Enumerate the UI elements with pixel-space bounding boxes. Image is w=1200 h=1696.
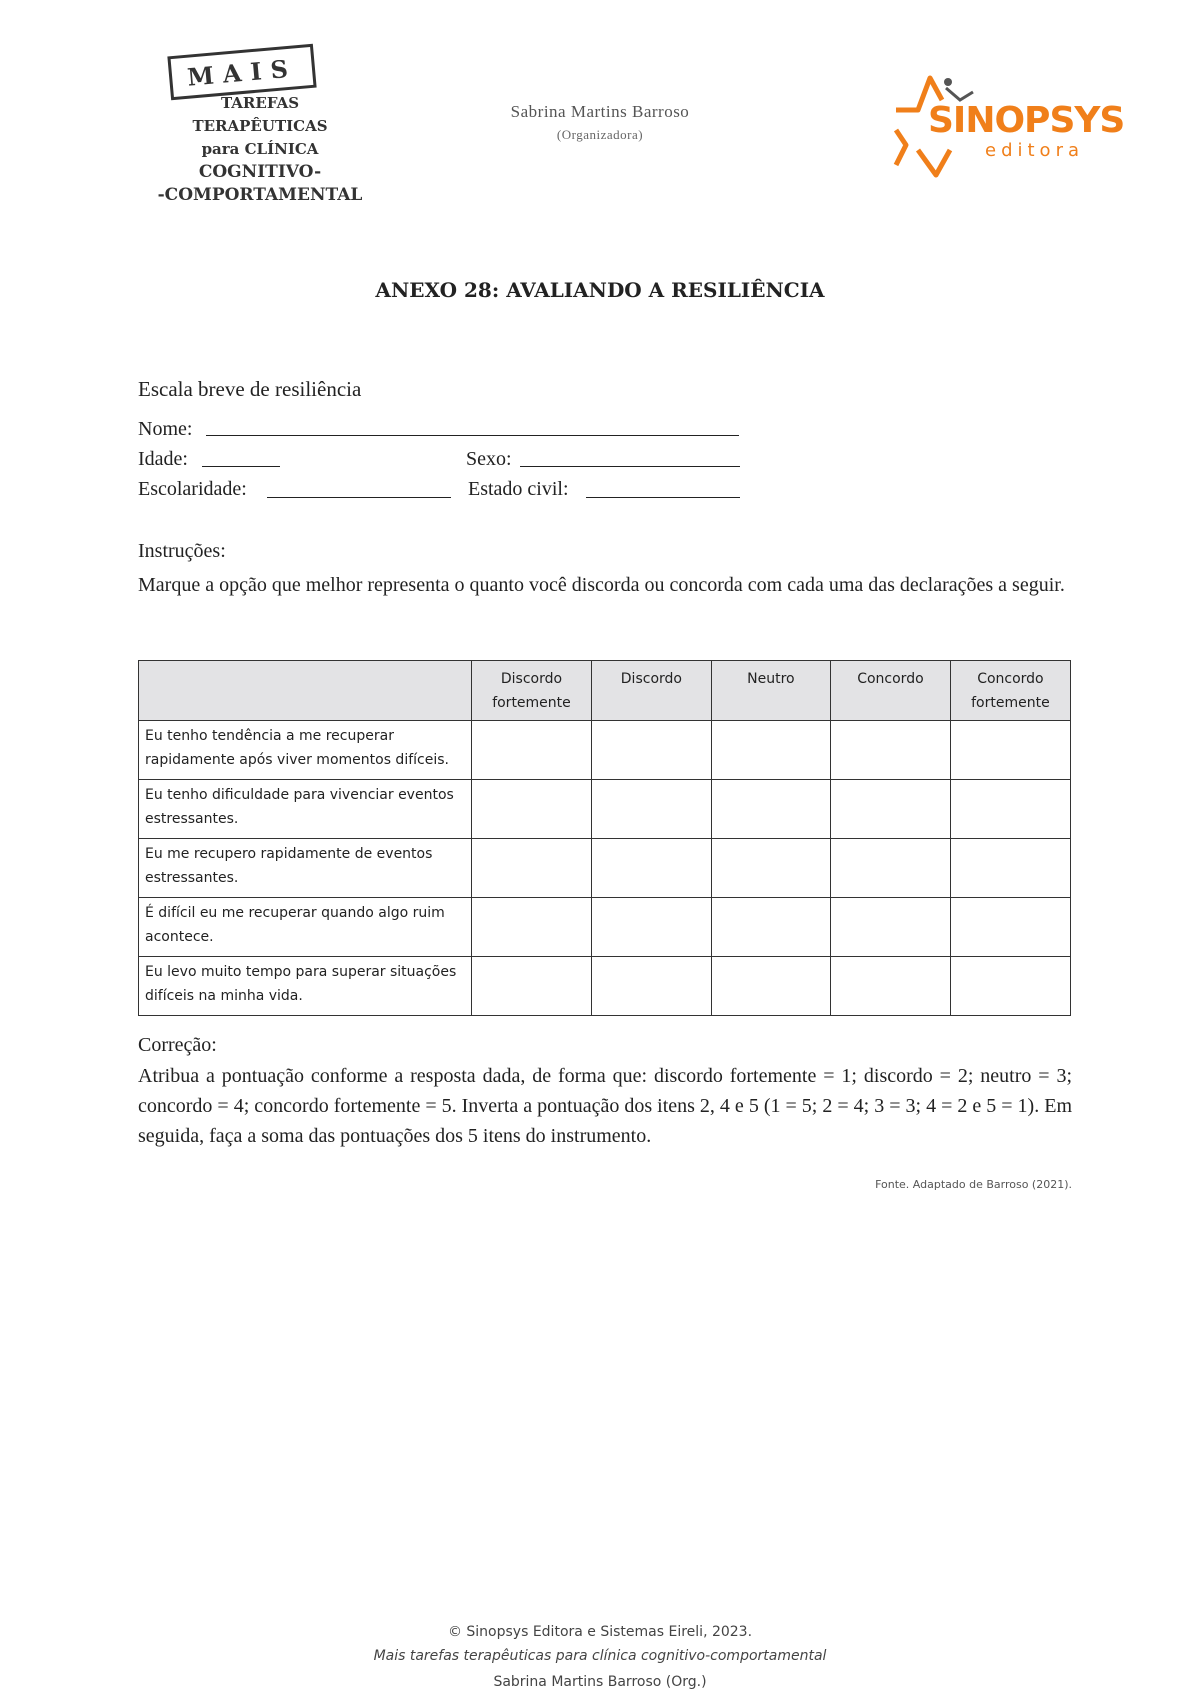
sinopsys-name: SINOPSYS <box>928 100 1125 141</box>
logo-line-4: COGNITIVO- <box>198 162 322 182</box>
correction-text: Atribua a pontuação conforme a resposta dada, de forma que: discordo fortemente = 1; discordo = 2; neutro = 3; concordo = 4; concordo fortemente = 5. Inverta a pontuação dos itens 2, 4 e 5 (1 = 5; 2 = 4; 3 = 3; 4 = 2 e 5 = 1). Em seguida, faça a soma das pontuações dos 5 itens do instrumento. <box>138 1065 1072 1147</box>
table-row <box>139 957 1071 1016</box>
nome-field[interactable] <box>206 435 739 436</box>
response-cell[interactable] <box>711 957 830 1016</box>
estado-civil-field[interactable] <box>586 497 740 498</box>
response-cell[interactable] <box>950 721 1070 780</box>
header-discordo: Discordo <box>592 661 712 721</box>
item-text: Eu levo muito tempo para superar situações difíceis na minha vida. <box>139 957 472 1016</box>
response-cell[interactable] <box>831 780 951 839</box>
escolaridade-field[interactable] <box>267 497 451 498</box>
page-title: ANEXO 28: AVALIANDO A RESILIÊNCIA <box>375 278 825 302</box>
mais-logo-box: MAIS <box>167 44 316 101</box>
table-row <box>139 898 1071 957</box>
response-cell[interactable] <box>471 957 591 1016</box>
logo-line-1: TAREFAS <box>220 94 300 112</box>
footer-author: Sabrina Martins Barroso (Org.) <box>493 1674 707 1690</box>
section-title: Escala breve de resiliência <box>138 377 362 401</box>
logo-line-3: para CLÍNICA <box>201 140 319 158</box>
item-text: Eu me recupero rapidamente de eventos estressantes. <box>139 839 472 898</box>
source-note: Fonte. Adaptado de Barroso (2021). <box>875 1178 1072 1191</box>
header-concordo: Concordo <box>831 661 951 721</box>
instructions-title: Instruções: <box>138 540 226 562</box>
header-concordo-fortemente: Concordo fortemente <box>950 661 1070 721</box>
response-cell[interactable] <box>471 839 591 898</box>
response-cell[interactable] <box>592 780 712 839</box>
table-row <box>139 721 1071 780</box>
response-cell[interactable] <box>831 957 951 1016</box>
correction-title: Correção: <box>138 1034 217 1056</box>
response-cell[interactable] <box>831 839 951 898</box>
item-text: Eu tenho tendência a me recuperar rapidamente após viver momentos difíceis. <box>139 721 472 780</box>
response-cell[interactable] <box>711 898 830 957</box>
response-cell[interactable] <box>831 721 951 780</box>
response-cell[interactable] <box>471 721 591 780</box>
response-cell[interactable] <box>471 898 591 957</box>
instructions-text: Marque a opção que melhor representa o quanto você discorda ou concorda com cada uma das declarações a seguir. <box>138 574 1065 596</box>
sinopsys-sub: editora <box>985 140 1085 161</box>
response-cell[interactable] <box>950 957 1070 1016</box>
sexo-field[interactable] <box>520 466 740 467</box>
resilience-scale-table <box>138 660 1071 1016</box>
header-discordo-fortemente: Discordo fortemente <box>471 661 591 721</box>
footer-copyright: © Sinopsys Editora e Sistemas Eireli, 2023. <box>447 1624 753 1640</box>
table-header-row <box>139 661 1071 721</box>
sexo-label: Sexo: <box>466 448 512 470</box>
response-cell[interactable] <box>592 721 712 780</box>
response-cell[interactable] <box>592 957 712 1016</box>
response-cell[interactable] <box>592 839 712 898</box>
logo-line-2: TERAPÊUTICAS <box>192 117 328 135</box>
organizer-role: (Organizadora) <box>556 127 644 142</box>
response-cell[interactable] <box>831 898 951 957</box>
table-row <box>139 839 1071 898</box>
book-logo-text <box>150 92 370 207</box>
nome-label: Nome: <box>138 418 193 440</box>
response-cell[interactable] <box>950 898 1070 957</box>
response-cell[interactable] <box>711 839 830 898</box>
response-cell[interactable] <box>711 780 830 839</box>
organizer-name: Sabrina Martins Barroso <box>510 102 690 121</box>
response-cell[interactable] <box>711 721 830 780</box>
estado-civil-label: Estado civil: <box>468 478 569 500</box>
header-neutro: Neutro <box>711 661 830 721</box>
table-row <box>139 780 1071 839</box>
item-text: Eu tenho dificuldade para vivenciar eventos estressantes. <box>139 780 472 839</box>
logo-line-5: -COMPORTAMENTAL <box>157 185 363 205</box>
idade-field[interactable] <box>202 466 280 467</box>
footer-book-title: Mais tarefas terapêuticas para clínica cognitivo-comportamental <box>373 1648 827 1664</box>
response-cell[interactable] <box>471 780 591 839</box>
escolaridade-label: Escolaridade: <box>138 478 247 500</box>
idade-label: Idade: <box>138 448 188 470</box>
header-empty <box>139 661 472 721</box>
item-text: É difícil eu me recuperar quando algo ruim acontece. <box>139 898 472 957</box>
response-cell[interactable] <box>950 780 1070 839</box>
response-cell[interactable] <box>592 898 712 957</box>
response-cell[interactable] <box>950 839 1070 898</box>
